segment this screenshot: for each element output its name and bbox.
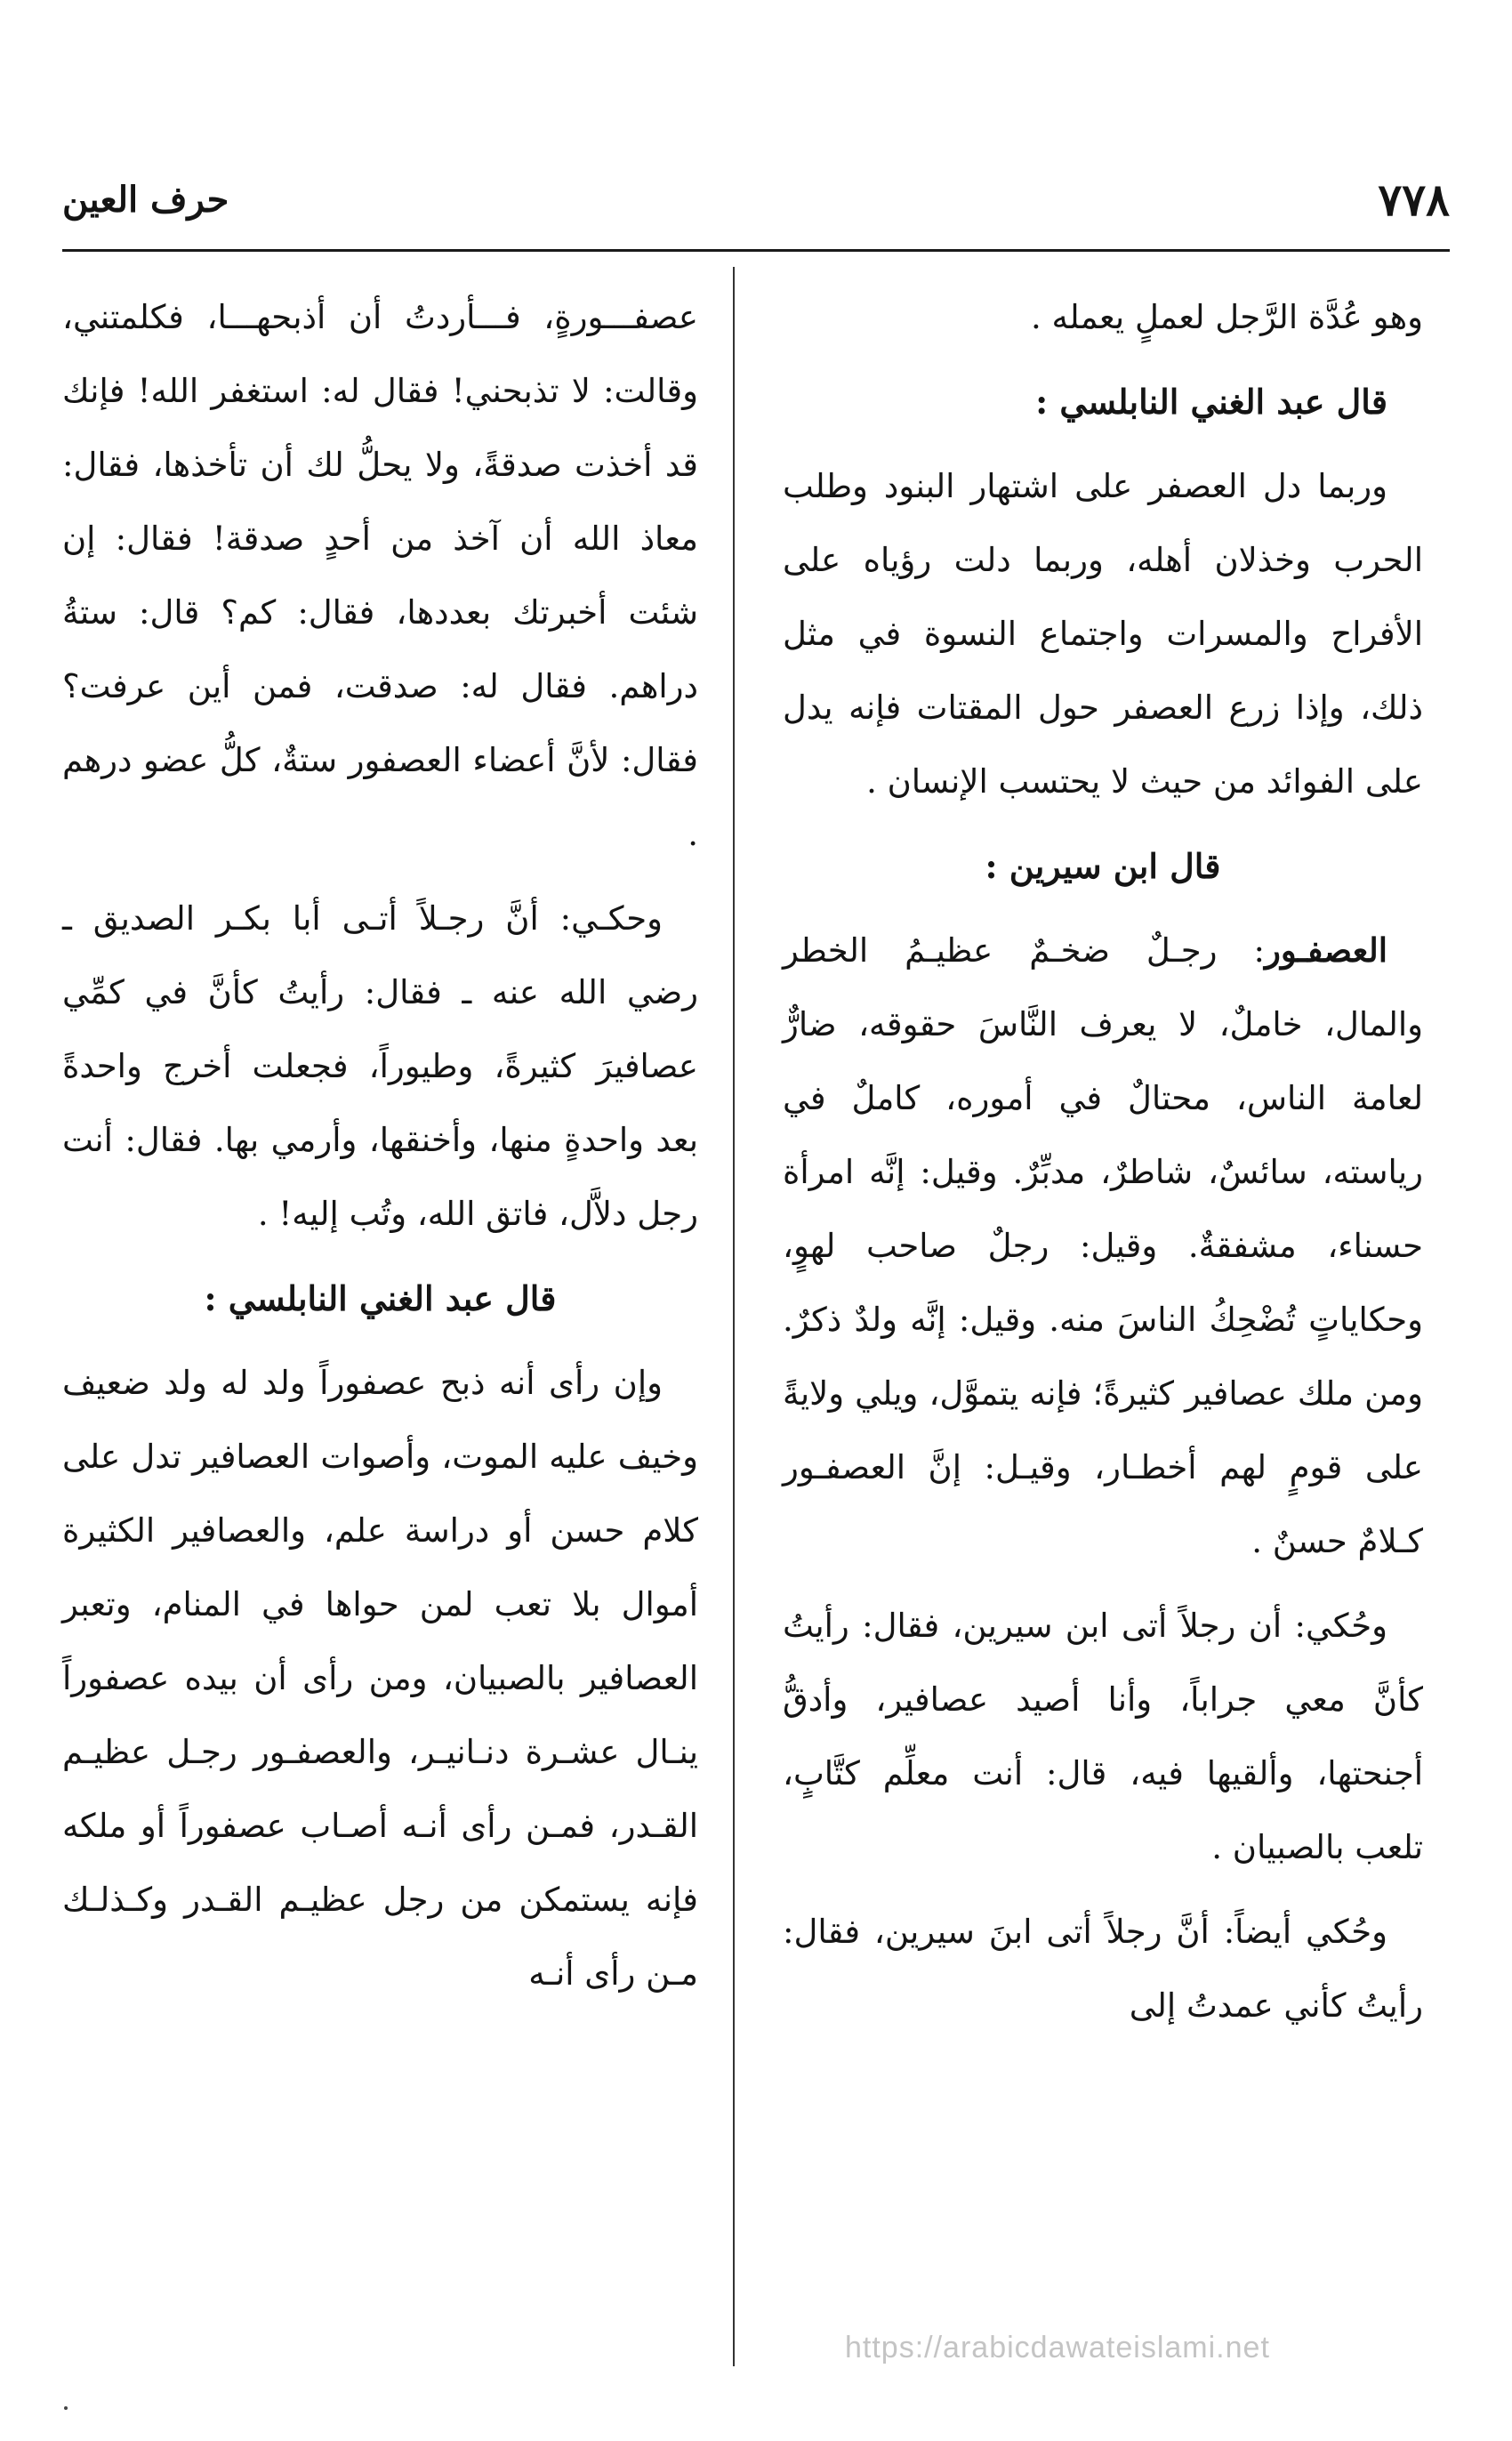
header-rule	[62, 249, 1450, 252]
section-heading: قال عبد الغني النابلسي :	[204, 1278, 557, 1318]
paragraph: وإن رأى أنه ذبح عصفوراً ولد له ولد ضعيف وخيف عليه الموت، وأصوات العصافير تدل على كلام حسن أو دراسة علم، والعصافير الكثيرة أموال بلا تعب لمن حواها في المنام، وتعبر العصافير بالصبيان، ومن رأى أن بيده عصفوراً ينـال عشـرة دنـانيـر، والعصفـور رجـل عظيـم القـدر، فمـن رأى أنـه أصـاب عصفوراً أو ملكه فإنه يستمكن من رجل عظيـم القـدر وكـذلـك مـن رأى أنـه	[62, 1364, 698, 1993]
paragraph: وحُكي أيضاً: أنَّ رجلاً أتى ابنَ سيرين، فقال: رأيتُ كأني عمدتُ إلى	[783, 1913, 1423, 2025]
entry-text: : رجـلٌ ضخـمٌ عظيـمُ الخطر والمال، خاملٌ، لا يعرف النَّاسَ حقوقه، ضارٌّ لعامة الناس، محتالٌ في أموره، كاملٌ في رياسته، سائسٌ، شاطرٌ، مدبِّرٌ. وقيل: إنَّه امرأة حسناء، مشفقةٌ. وقيل: رجلٌ صاحب لهوٍ، وحكاياتٍ تُضْحِكُ الناسَ منه. وقيل: إنَّه ولدٌ ذكرٌ. ومن ملك عصافير كثيرةً؛ فإنه يتموَّل، ويلي ولايةً على قومٍ لهم أخطـار، وقيـل: إنَّ العصفـور كـلامٌ حسنٌ .	[783, 931, 1423, 1560]
paragraph: وحُكي: أن رجلاً أتى ابن سيرين، فقال: رأيتُ كأنَّ معي جراباً، وأنا أصيد عصافير، وأدقُّ أجنحتها، وألقيها فيه، قال: أنت معلِّم كتَّابٍ، تلعب بالصبيان .	[783, 1607, 1423, 1866]
entry-term: العصفـور	[1264, 930, 1387, 970]
section-heading: قال عبد الغني النابلسي :	[1035, 382, 1387, 422]
paragraph: وربما دل العصفر على اشتهار البنود وطلب الحرب وخذلان أهله، وربما دلت رؤياه على الأفراح والمسرات واجتماع النسوة في مثل ذلك، وإذا زرع العصفر حول المقتات فإنه يدل على الفوائد من حيث لا يحتسب الإنسان .	[783, 467, 1423, 801]
paragraph: وحكـي: أنَّ رجـلاً أتـى أبا بكـر الصديق ـ رضي الله عنه ـ فقال: رأيتُ كأنَّ في كمِّي عصافيرَ كثيرةً، وطيوراً، فجعلت أخرج واحدةً بعد واحدةٍ منها، وأخنقها، وأرمي بها. فقال: أنت رجل دلاَّل، فاتق الله، وتُب إليه! .	[62, 899, 698, 1233]
section-heading: قال ابن سيرين :	[985, 846, 1221, 886]
page-number: ٧٧٨	[1378, 173, 1450, 226]
paragraph: وهو عُدَّة الرَّجل لعملٍ يعمله .	[1031, 298, 1423, 336]
column-divider	[733, 267, 735, 2366]
paragraph: عصفـــورةٍ، فـــأردتُ أن أذبحهـــا، فكلمتني، وقالت: لا تذبحني! فقال له: استغفر الله! فإنك قد أخذت صدقةً، ولا يحلُّ لك أن تأخذها، فقال: معاذ الله أن آخذ من أحدٍ صدقة! فقال: إن شئت أخبرتك بعددها، فقال: كم؟ قال: ستةُ دراهم. فقال له: صدقت، فمن أين عرفت؟ فقال: لأنَّ أعضاء العصفور ستةٌ، كلُّ عضو درهم .	[62, 298, 698, 853]
left-column	[62, 280, 698, 2021]
paragraph	[783, 914, 1423, 1578]
watermark-url: https://arabicdawateislami.net	[845, 2331, 1270, 2364]
page-header	[62, 173, 1450, 254]
scan-speck	[64, 2406, 68, 2410]
right-column	[783, 280, 1423, 2053]
chapter-title: حرف العين	[62, 179, 229, 221]
